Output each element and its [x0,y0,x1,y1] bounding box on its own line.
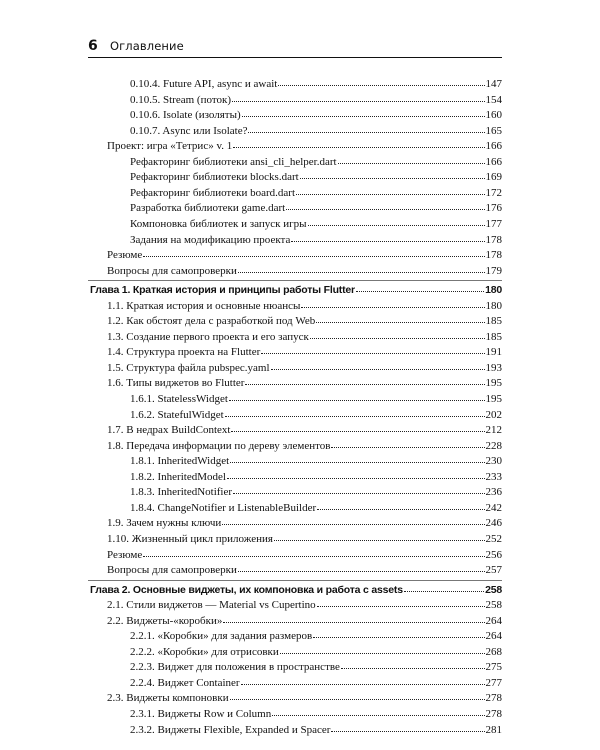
toc-entry-title: 0.10.5. Stream (поток) [130,93,231,106]
toc-entry-title: 0.10.7. Async или Isolate? [130,124,248,137]
dot-leader [223,622,484,623]
toc-entry-title: 1.7. В недрах BuildContext [107,424,231,437]
toc-chapter-entry[interactable] [90,583,502,598]
dot-leader [229,400,485,401]
toc-entry-page: 195 [485,377,502,390]
dot-leader [286,209,484,210]
dot-leader [313,637,484,638]
toc-entry[interactable] [130,629,502,644]
toc-entry-title: 2.3. Виджеты компоновки [107,692,229,705]
toc-entry-page: 233 [485,470,502,483]
dot-leader [300,178,485,179]
toc-entry-page: 278 [485,708,502,720]
toc-entry[interactable] [130,93,502,108]
toc-entry-title: 1.8.1. InheritedWidget [130,455,230,468]
toc-entry[interactable] [130,470,502,485]
toc-entry-page: 165 [485,124,502,137]
toc-entry[interactable] [130,186,502,201]
toc-entry-title: Глава 1. Краткая история и принципы работы Flutter [90,284,355,297]
toc-chapter-entry[interactable] [90,283,502,298]
toc-entry[interactable] [130,723,502,738]
toc-entry[interactable] [107,423,502,438]
dot-leader [230,699,485,700]
page-number: 6 [88,38,98,54]
toc-entry-page: 166 [485,140,502,153]
toc-entry-page: 268 [485,645,502,658]
toc-entry-page: 246 [485,517,502,530]
toc-entry[interactable] [130,233,502,248]
dot-leader [241,684,485,685]
dot-leader [278,85,484,86]
toc-entry-page: 258 [485,583,502,596]
toc-entry[interactable] [107,248,502,263]
toc-entry-title: 2.3.2. Виджеты Flexible, Expanded и Spacer [130,723,331,736]
toc-entry-page: 179 [485,264,502,277]
toc-entry[interactable] [130,707,502,722]
toc-entry-title: 1.6.1. StatelessWidget [130,393,228,405]
dot-leader [308,225,485,226]
toc-entry-title: 2.2.1. «Коробки» для задания размеров [130,630,313,643]
toc-entry-title: 2.1. Стили виджетов — Material vs Cupertino [107,599,316,612]
dot-leader [310,338,485,339]
dot-leader [356,291,484,292]
toc-entry[interactable] [107,376,502,391]
toc-entry-title: 2.2.4. Виджет Container [130,676,240,689]
dot-leader [341,668,485,669]
toc-entry-title: Глава 2. Основные виджеты, их компоновка и работа с assets [90,583,403,596]
toc-entry-page: 180 [485,284,502,297]
toc-entry[interactable] [130,408,502,423]
toc-entry-title: 0.10.6. Isolate (изоляты) [130,109,241,122]
toc-entry-page: 176 [485,202,502,215]
toc-entry-page: 169 [485,171,502,184]
toc-entry-title: 2.2. Виджеты-«коробки» [107,614,223,627]
toc-entry[interactable] [130,170,502,185]
toc-entry[interactable] [107,691,502,706]
toc-entry-title: Разработка библиотеки game.dart [130,202,286,215]
toc-entry-title: Задания на модификацию проекта [130,233,291,246]
dot-leader [316,322,484,323]
dot-leader [301,307,484,308]
dot-leader [227,478,485,479]
toc-entry-title: Резюме [107,548,143,561]
toc-entry-title: 2.2.2. «Коробки» для отрисовки [130,645,279,658]
toc-entry[interactable] [130,676,502,691]
toc-entry-title: 2.2.3. Виджет для положения в пространстве [130,661,340,674]
dot-leader [338,163,485,164]
toc-entry[interactable] [130,201,502,216]
toc-entry-title: 1.9. Зачем нужны ключи [107,517,222,530]
toc-entry-page: 212 [485,424,502,437]
toc-entry[interactable] [130,392,502,407]
toc-entry-page: 147 [485,78,502,90]
toc-entry-title: 1.8. Передача информации по дереву элементов [107,439,331,452]
toc-entry-title: Рефакторинг библиотеки ansi_cli_helper.dart [130,155,337,168]
dot-leader [222,524,484,525]
toc-entry-page: 178 [485,233,502,246]
toc-entry-title: 1.8.2. InheritedModel [130,470,226,483]
dot-leader [225,416,485,417]
dot-leader [272,715,484,716]
toc-entry-page: 195 [485,393,502,405]
toc-entry[interactable] [107,264,502,279]
dot-leader [317,606,485,607]
toc-entry-title: 1.5. Структура файла pubspec.yaml [107,361,270,374]
toc-entry-page: 185 [485,315,502,328]
toc-entry-page: 256 [485,548,502,561]
dot-leader [248,132,484,133]
toc-entry-title: 1.6.2. StatefulWidget [130,408,224,421]
running-header [88,38,502,54]
toc-entry[interactable] [130,501,502,516]
toc-entry[interactable] [130,217,502,232]
dot-leader [238,272,485,273]
toc-entry-title: 1.10. Жизненный цикл приложения [107,532,273,545]
toc-entry[interactable] [107,548,502,563]
toc-entry-page: 178 [485,249,502,262]
toc-entry-title: Проект: игра «Тетрис» v. 1 [107,140,233,153]
header-title: Оглавление [110,39,184,53]
dot-leader [291,241,484,242]
toc-entry-page: 264 [485,630,502,643]
dot-leader [233,147,484,148]
toc-entry[interactable] [107,299,502,314]
chapter-separator [88,280,502,281]
toc-entry-page: 242 [485,501,502,514]
toc-entry[interactable] [130,645,502,660]
toc-entry-page: 191 [485,346,502,359]
dot-leader [143,556,484,557]
dot-leader [245,384,484,385]
toc-entry-title: 1.2. Как обстоят дела с разработкой под Web [107,315,316,328]
dot-leader [230,462,484,463]
dot-leader [242,116,485,117]
toc-entry-page: 257 [485,564,502,577]
dot-leader [404,591,484,592]
toc-entry[interactable] [107,330,502,345]
toc-entry[interactable] [130,660,502,675]
toc-entry-page: 258 [485,599,502,612]
dot-leader [232,101,485,102]
toc-entry-title: 0.10.4. Future API, async и await [130,78,278,90]
toc-entry-page: 185 [485,330,502,343]
toc-entry-page: 236 [485,486,502,499]
toc-entry-page: 252 [485,532,502,545]
toc-entry[interactable] [107,361,502,376]
dot-leader [238,571,485,572]
chapter-separator [88,580,502,581]
dot-leader [296,194,485,195]
toc-entry-page: 275 [485,661,502,674]
toc-entry-title: 1.8.3. InheritedNotifier [130,486,233,499]
toc-entry-page: 202 [485,408,502,421]
toc-entry-page: 281 [485,723,502,736]
toc-entry-title: Рефакторинг библиотеки blocks.dart [130,171,299,184]
toc-entry[interactable] [130,108,502,123]
toc-entry-title: 1.3. Создание первого проекта и его запуск [107,330,309,343]
dot-leader [143,256,484,257]
dot-leader [280,653,485,654]
toc-entry[interactable] [130,485,502,500]
toc-entry-page: 228 [485,439,502,452]
dot-leader [231,431,484,432]
toc-entry-title: Резюме [107,249,143,262]
toc-entry[interactable] [107,516,502,531]
toc-entry[interactable] [107,614,502,629]
toc-entry[interactable] [130,454,502,469]
toc-entry[interactable] [107,139,502,154]
toc-entry-page: 172 [485,186,502,199]
toc-entry[interactable] [107,314,502,329]
toc-entry-title: 1.4. Структура проекта на Flutter [107,346,261,359]
toc-entry-page: 278 [485,692,502,705]
dot-leader [274,540,485,541]
dot-leader [271,369,485,370]
dot-leader [233,493,484,494]
toc-entry[interactable] [130,155,502,170]
toc-entry[interactable] [130,77,502,92]
toc-entry[interactable] [107,345,502,360]
toc-entry-page: 193 [485,361,502,374]
toc-entry[interactable] [107,532,502,547]
toc-entry[interactable] [107,439,502,454]
toc-entry-page: 154 [485,93,502,106]
toc-entry-title: 1.1. Краткая история и основные нюансы [107,299,301,312]
toc-entry-title: Вопросы для самопроверки [107,264,237,277]
toc-entry-title: 1.6. Типы виджетов во Flutter [107,377,245,390]
toc-entry-page: 277 [485,676,502,689]
toc-entry-title: 2.3.1. Виджеты Row и Column [130,708,272,720]
dot-leader [331,447,484,448]
header-rule [88,57,502,58]
toc-entry[interactable] [107,563,502,578]
toc-entry[interactable] [107,598,502,613]
toc-entry-title: 1.8.4. ChangeNotifier и ListenableBuilder [130,501,317,514]
toc-entry-page: 230 [485,455,502,468]
dot-leader [261,353,484,354]
toc-entry-title: Вопросы для самопроверки [107,564,237,577]
toc-entry[interactable] [130,124,502,139]
toc-entry-page: 177 [485,217,502,230]
toc-entry-page: 264 [485,614,502,627]
dot-leader [331,731,484,732]
toc-entry-page: 180 [485,299,502,312]
toc-entry-page: 160 [485,109,502,122]
toc-entry-page: 166 [485,155,502,168]
toc-entry-title: Рефакторинг библиотеки board.dart [130,186,295,199]
toc-entry-title: Компоновка библиотек и запуск игры [130,217,307,230]
dot-leader [317,509,484,510]
